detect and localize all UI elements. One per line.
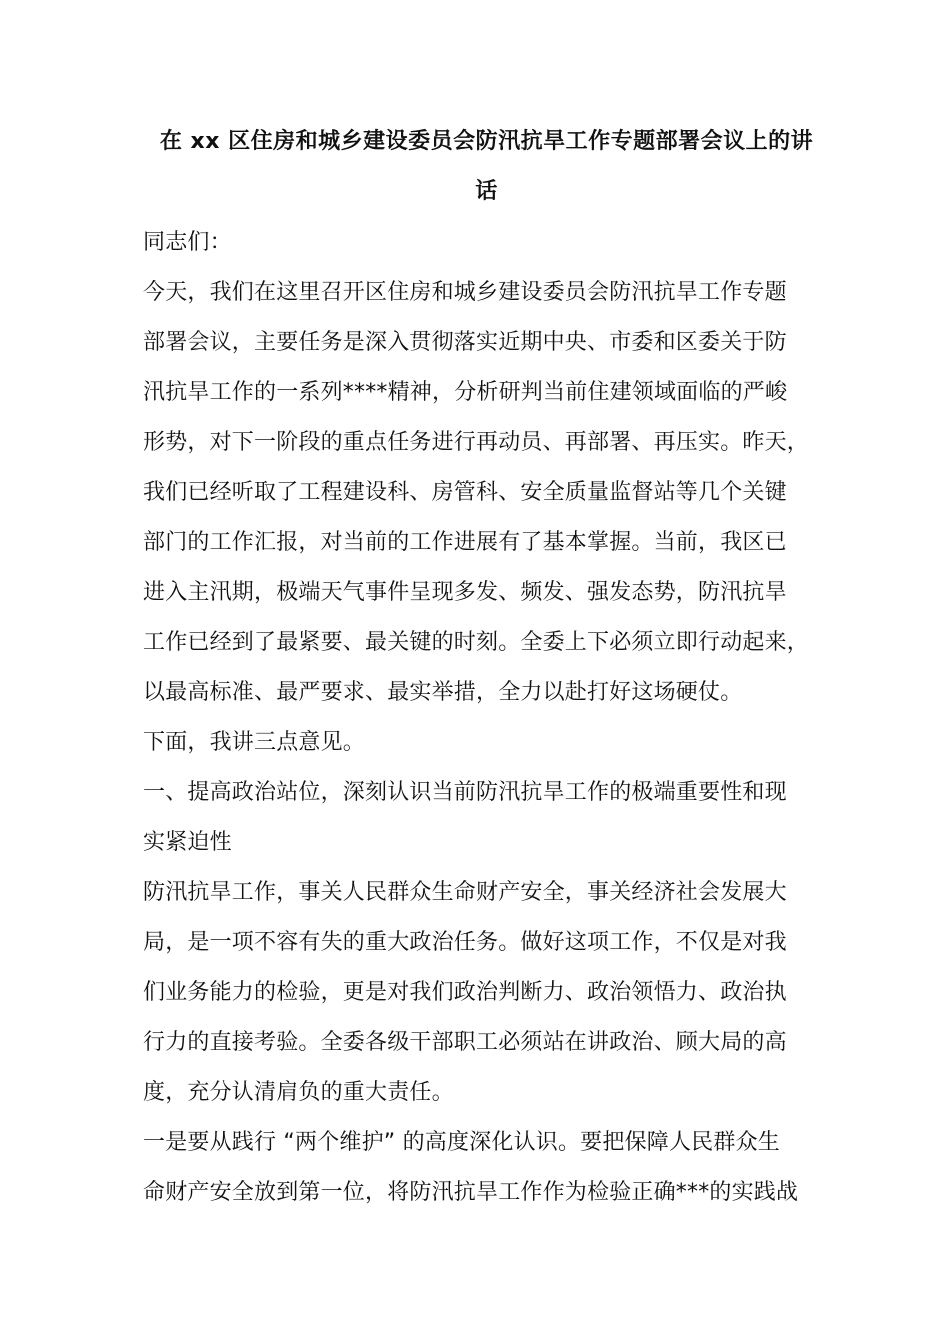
body-line: 部门的工作汇报，对当前的工作进展有了基本掌握。当前，我区已 (143, 530, 787, 555)
body-line: 部署会议，主要任务是深入贯彻落实近期中央、市委和区委关于防 (143, 330, 787, 355)
body-line: 今天，我们在这里召开区住房和城乡建设委员会防汛抗旱工作专题 (143, 280, 787, 305)
body-line: 以最高标准、最严要求、最实举措，全力以赴打好这场硬仗。 (143, 680, 743, 705)
salutation: 同志们： (143, 230, 232, 255)
section-heading-line: 实紧迫性 (143, 830, 232, 855)
document-title (143, 118, 830, 216)
body-line: 防汛抗旱工作，事关人民群众生命财产安全，事关经济社会发展大 (143, 880, 787, 905)
title-line: 话 (475, 179, 498, 204)
title-line: 在 xx 区住房和城乡建设委员会防汛抗旱工作专题部署会议上的讲 (159, 129, 814, 154)
body-line: 局，是一项不容有失的重大政治任务。做好这项工作，不仅是对我 (143, 930, 787, 955)
body-line: 行力的直接考验。全委各级干部职工必须站在讲政治、顾大局的高 (143, 1030, 787, 1055)
body-line: 度，充分认清肩负的重大责任。 (143, 1080, 454, 1105)
document-body (143, 218, 830, 1218)
body-line: 一是要从践行 “两个维护” 的高度深化认识。要把保障人民群众生 (143, 1130, 780, 1155)
body-line: 们业务能力的检验，更是对我们政治判断力、政治领悟力、政治执 (143, 980, 787, 1005)
body-line: 汛抗旱工作的一系列****精神，分析研判当前住建领域面临的严峻 (143, 380, 788, 405)
section-heading-line: 一、提高政治站位，深刻认识当前防汛抗旱工作的极端重要性和现 (143, 780, 787, 805)
body-line: 下面，我讲三点意见。 (143, 730, 366, 755)
body-line: 形势，对下一阶段的重点任务进行再动员、再部署、再压实。昨天， (143, 430, 810, 455)
body-line: 我们已经听取了工程建设科、房管科、安全质量监督站等几个关键 (143, 480, 787, 505)
body-line: 命财产安全放到第一位，将防汛抗旱工作作为检验正确***的实践战 (143, 1180, 799, 1205)
body-line: 进入主汛期，极端天气事件呈现多发、频发、强发态势，防汛抗旱 (143, 580, 787, 605)
body-line: 工作已经到了最紧要、最关键的时刻。全委上下必须立即行动起来， (143, 630, 810, 655)
